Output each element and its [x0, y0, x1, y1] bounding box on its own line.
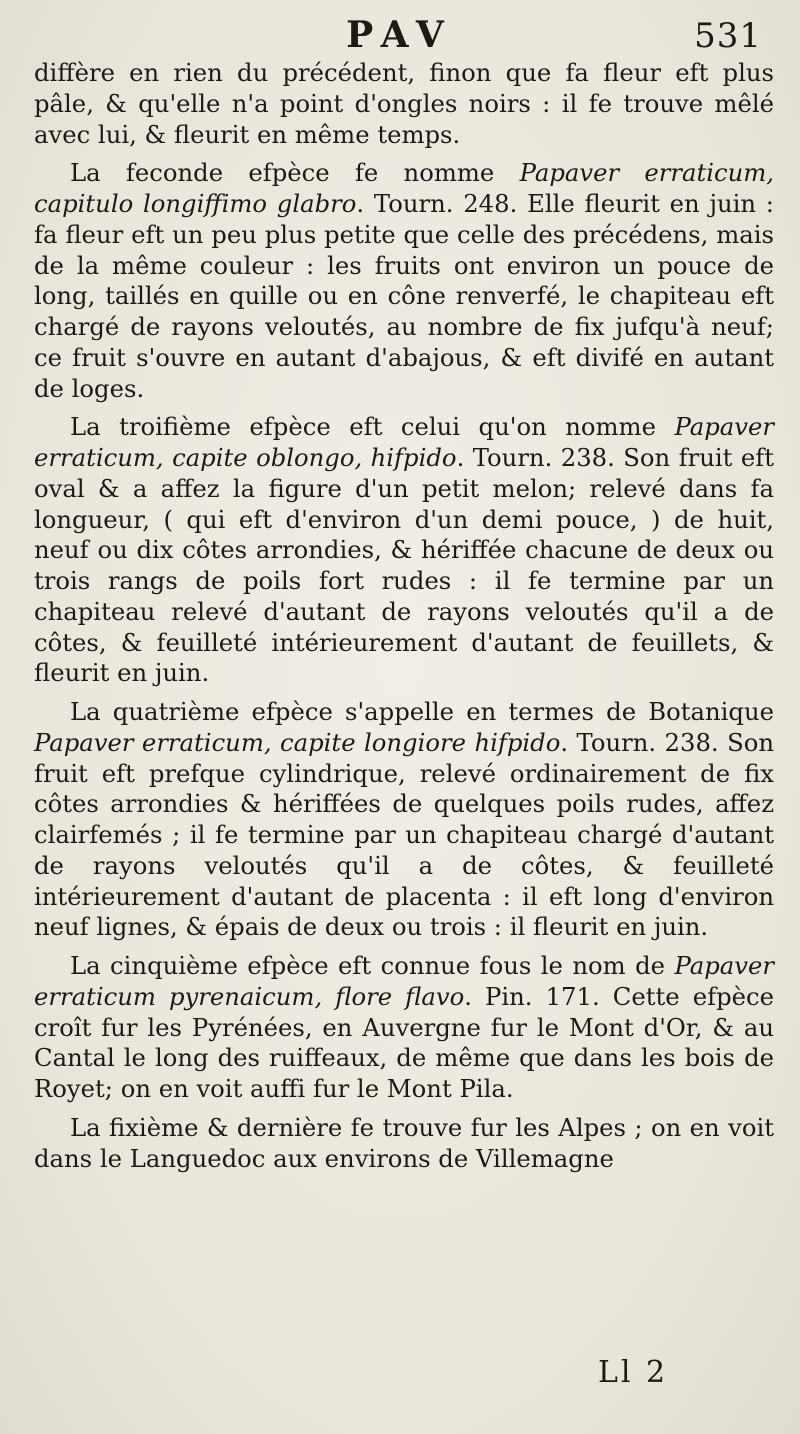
text-run: La cinquième efpèce eft connue fous le nom de	[70, 951, 675, 980]
latin-name: Papaver erraticum, capite longiore hifpido	[34, 727, 561, 757]
paragraph-sixth-species	[34, 1113, 774, 1175]
page-header	[0, 14, 800, 60]
paragraph-second-species	[34, 158, 774, 404]
text-run: La fixième & dernière fe trouve fur les Alpes ; on en voit dans le Languedoc aux environs de Villemagne	[34, 1112, 774, 1173]
text-run: . Tourn. 238. Son fruit eft prefque cylindrique, relevé ordinairement de fix côtes arrondies & hériffées de quelques poils rudes, affez clairfemés ; il fe termine par un chapiteau chargé d'autant de rayons veloutés qu'il a de côtes, & feuilleté intérieurement d'autant de placenta : il eft long d'environ neuf lignes, & épais de deux ou trois : il fleurit en juin.	[34, 727, 774, 942]
body-text	[34, 58, 774, 1182]
page-number: 531	[694, 16, 762, 56]
paragraph-fourth-species	[34, 697, 774, 943]
latin-name: Papaver erraticum, capitulo longiffimo glabro	[34, 158, 774, 218]
text-run: . Tourn. 238. Son fruit eft oval & a affez la figure d'un petit melon; relevé dans fa longueur, ( qui eft d'environ d'un demi pouce, ) de huit, neuf ou dix côtes arrondies, & hériffée chacune de deux ou trois rangs de poils fort rudes : il fe termine par un chapiteau relevé d'autant de rayons veloutés qu'il a de côtes, & feuilleté intérieurement d'autant de feuillets, & fleurit en juin.	[34, 443, 774, 688]
text-run: La quatrième efpèce s'appelle en termes de Botanique	[70, 697, 774, 726]
running-head: PAV	[346, 14, 454, 56]
paragraph-fifth-species	[34, 951, 774, 1105]
text-run: diffère en rien du précédent, finon que fa fleur eft plus pâle, & qu'elle n'a point d'ongles noirs : il fe trouve mêlé avec lui, & fleurit en même temps.	[34, 58, 774, 149]
text-run: La troifième efpèce eft celui qu'on nomme	[70, 412, 675, 442]
paragraph-third-species	[34, 412, 774, 689]
signature-mark: Ll 2	[598, 1355, 669, 1390]
text-run: . Pin. 171. Cette efpèce croît fur les Pyrénées, en Auvergne fur le Mont d'Or, & au Cantal le long des ruiffeaux, de même que dans les bois de Royet; on en voit auffi fur le Mont Pila.	[34, 981, 774, 1103]
paragraph-continuation	[34, 58, 774, 150]
latin-name: Papaver erraticum, capite oblongo, hifpido	[34, 412, 774, 472]
text-run: . Tourn. 248. Elle fleurit en juin : fa fleur eft un peu plus petite que celle des précédens, mais de la même couleur : les fruits ont environ un pouce de long, taillés en quille ou en cône renverfé, le chapiteau eft chargé de rayons veloutés, au nombre de fix jufqu'à neuf; ce fruit s'ouvre en autant d'abajous, & eft divifé en autant de loges.	[34, 189, 774, 403]
latin-name: Papaver erraticum pyrenaicum, flore flavo	[34, 951, 774, 1011]
text-run: La feconde efpèce fe nomme	[70, 158, 520, 188]
